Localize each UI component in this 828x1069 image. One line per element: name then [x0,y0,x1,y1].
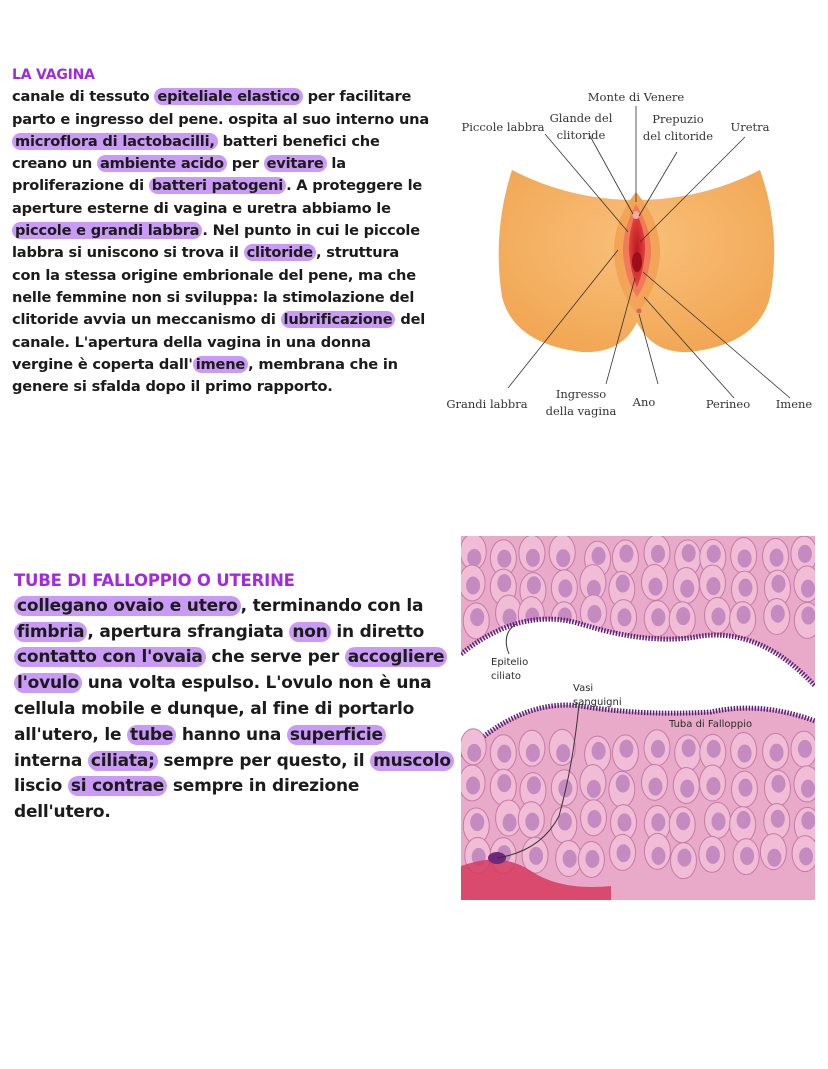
cell-nucleus [585,850,599,868]
cell-nucleus [801,812,815,830]
vaginal-opening [632,252,642,272]
cell-nucleus [556,549,570,567]
label-vasi-line1: Vasi [573,683,594,694]
cell-nucleus [648,578,662,596]
cell-nucleus [738,579,752,597]
text-segment: . Nel punto in cui le piccole labbra si uniscono si trova il [12,222,420,262]
text-segment: batteri benefici che creano un [12,132,380,173]
cell-nucleus [558,779,572,797]
cell-nucleus [680,780,694,798]
highlighted-term: imene [193,356,248,373]
cell-nucleus [619,545,633,563]
label-ingresso-line2: della vagina [545,404,617,418]
cell-nucleus [526,549,540,567]
anatomy-illustration [440,82,825,427]
highlighted-term: epiteliale elastico [154,88,302,105]
cell-nucleus [651,847,665,865]
cell-nucleus [676,812,690,830]
label-ingresso-line1: Ingresso [555,387,607,401]
cell-nucleus [801,580,815,598]
cell-nucleus [707,545,721,563]
cell-nucleus [503,609,517,627]
cell-nucleus [677,849,691,867]
highlighted-term: microflora di lactobacilli, [12,133,218,150]
cell-nucleus [616,575,630,593]
cell-nucleus [798,545,812,563]
cell-nucleus [799,847,813,865]
highlighted-term: tube [127,725,176,745]
highlighted-term: accogliere l'ovulo [14,647,447,693]
highlighted-term: fimbria [14,622,87,642]
cell-nucleus [503,814,517,832]
label-uretra: Uretra [730,120,770,134]
cell-nucleus [706,577,720,595]
highlighted-term: ciliata; [88,751,158,771]
cell-nucleus [592,547,606,565]
cell-nucleus [651,813,665,831]
cell-nucleus [470,608,484,626]
highlighted-term: ambiente acido [97,155,227,172]
label-epitelio-line2: ciliato [491,671,521,682]
cell-nucleus [497,745,511,763]
text-segment: che serve per [205,647,345,668]
cell-nucleus [526,744,540,762]
cell-nucleus [771,810,785,828]
text-segment: in diretto [330,621,425,642]
cell-nucleus [466,576,480,594]
cell-nucleus [798,740,812,758]
text-segment: la proliferazione di [12,155,346,195]
cell-nucleus [563,850,577,868]
cell-nucleus [740,847,754,865]
cell-nucleus [558,813,572,831]
text-segment: canale di tessuto [12,88,155,106]
section-tube-paragraph [14,596,454,822]
cell-nucleus [772,775,786,793]
cell-nucleus [618,608,632,626]
label-piccole-labbra: Piccole labbra [461,120,545,134]
label-monte-venere: Monte di Venere [587,90,685,104]
cell-nucleus [706,777,720,795]
highlighted-term: batteri patogeni [149,177,286,194]
text-segment: , terminando con la [240,595,424,616]
cell-nucleus [497,574,511,592]
cell-nucleus [738,745,752,763]
highlighted-term: clitoride [244,244,316,261]
highlighted-term: evitare [264,155,327,172]
section-title-tube: TUBE DI FALLOPPIO O UTERINE [14,571,295,590]
cell-nucleus [801,780,815,798]
text-segment: . A proteggere le aperture esterne di vagina e uretra abbiamo le [12,177,423,217]
cell-nucleus [676,607,690,625]
text-segment: una volta espulso. L'ovulo non è una cellula mobile e dunque, al fine di portarlo all'utero, le [14,673,432,745]
highlighted-term: superficie [287,725,386,745]
text-segment: per facilitare parto e ingresso del pene. ospita al suo interno una [12,88,430,128]
cell-nucleus [587,810,601,828]
cell-nucleus [527,576,541,594]
label-vasi-line2: sanguigni [573,697,622,708]
cell-nucleus [467,549,481,567]
cell-nucleus [771,605,785,623]
section-title-vagina: LA VAGINA [12,67,95,83]
section-tube [14,568,459,826]
text-segment: sempre per questo, il [157,750,371,771]
cell-nucleus [737,606,751,624]
section-vagina-paragraph [12,88,429,395]
text-segment: hanno una [176,724,287,745]
cell-nucleus [801,607,815,625]
cell-nucleus [497,774,511,792]
highlighted-term: si contrae [68,776,167,796]
cell-nucleus [619,740,633,758]
text-segment: liscio [14,776,68,797]
text-segment: per [226,155,264,173]
cell-nucleus [680,580,694,598]
label-glande-line2: clitoride [556,128,606,142]
cell-nucleus [618,813,632,831]
cell-nucleus [651,740,665,758]
text-segment: sempre in direzione dell'utero. [14,776,360,823]
cell-nucleus [706,846,720,864]
cell-nucleus [707,740,721,758]
highlighted-term: non [289,622,330,642]
highlighted-term: piccole e grandi labbra [12,222,202,239]
cell-nucleus [529,847,543,865]
cell-nucleus [587,780,601,798]
cell-nucleus [770,744,784,762]
cell-nucleus [682,544,696,562]
label-epitelio-line1: Epitelio [491,657,529,668]
label-prepuzio-line1: Prepuzio [652,112,704,126]
cell-nucleus [651,608,665,626]
cell-nucleus [738,779,752,797]
cell-nucleus [712,812,726,830]
cell-nucleus [497,550,511,568]
highlighted-term: muscolo [370,751,454,771]
section-vagina [12,64,432,398]
histology-micrograph [461,536,815,900]
label-perineo: Perineo [705,397,751,411]
anus [637,309,642,314]
label-tuba-falloppio: Tuba di Falloppio [669,719,753,730]
cell-nucleus [592,742,606,760]
clitoris [633,211,640,219]
label-grandi-labbra: Grandi labbra [446,397,528,411]
cell-nucleus [558,579,572,597]
cell-nucleus [617,844,631,862]
highlighted-term: collegano ovaio e utero [14,596,241,616]
cell-nucleus [712,607,726,625]
cell-nucleus [772,575,786,593]
cell-nucleus [587,605,601,623]
text-segment: , struttura con la stessa origine embrionale del pene, ma che nelle femmine non si sviluppa: la stimolazione del clitoride avvia un meccanismo di [12,244,416,329]
text-segment: , apertura sfrangiata [87,621,290,642]
cell-nucleus [556,744,570,762]
cell-nucleus [737,811,751,829]
cell-nucleus [770,549,784,567]
label-glande-line1: Glande del [549,111,613,125]
cell-nucleus [651,545,665,563]
text-segment: del canale. L'apertura della vagina in una donna vergine è coperta dall' [12,311,426,373]
cell-nucleus [470,813,484,831]
cell-nucleus [527,776,541,794]
cell-nucleus [467,744,481,762]
text-segment: , membrana che in genere si sfalda dopo il primo rapporto. [12,355,398,396]
label-imene: Imene [775,397,813,411]
cell-nucleus [738,550,752,568]
cell-nucleus [466,776,480,794]
cell-nucleus [525,813,539,831]
highlighted-term: contatto con l'ovaia [14,647,206,667]
cell-nucleus [767,849,781,867]
label-prepuzio-line2: del clitoride [642,129,714,143]
highlighted-term: lubrificazione [281,311,396,328]
cell-nucleus [648,778,662,796]
text-segment: interna [14,750,88,771]
cell-nucleus [616,775,630,793]
label-ano: Ano [632,395,656,409]
cell-nucleus [682,739,696,757]
